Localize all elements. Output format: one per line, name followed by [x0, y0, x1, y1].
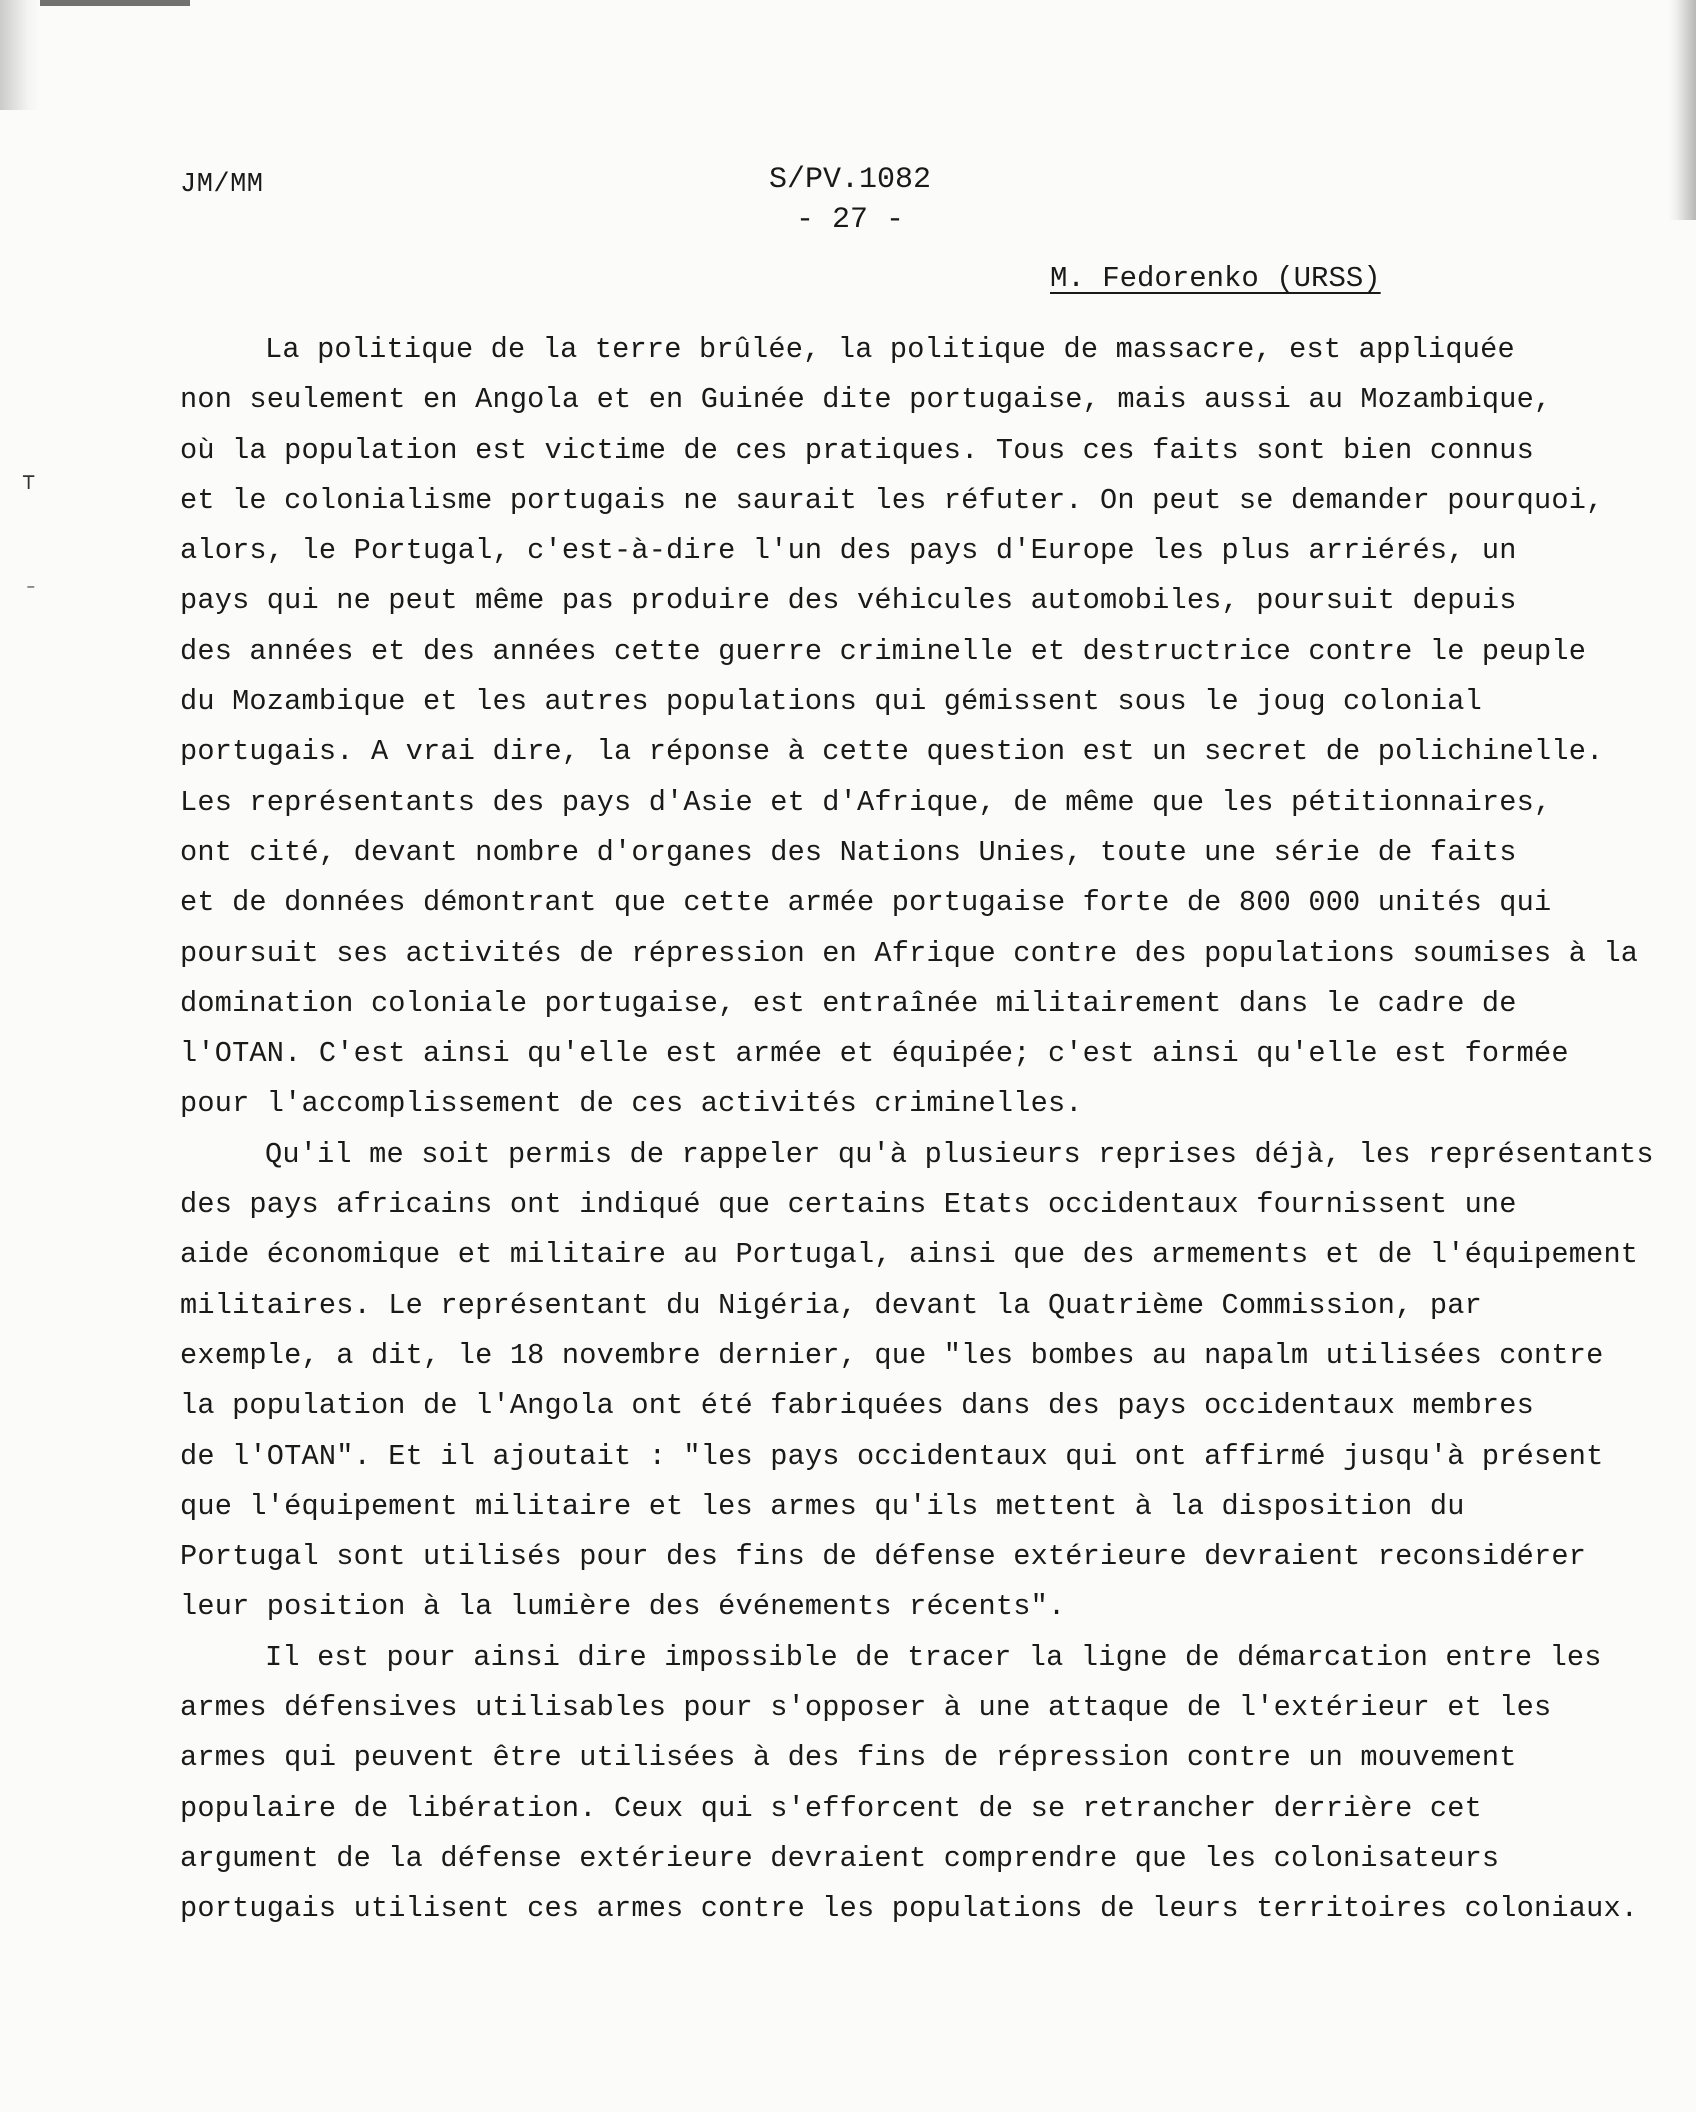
text-line: militaires. Le représentant du Nigéria, devant la Quatrième Commission, par — [180, 1288, 1482, 1322]
text-line: portugais utilisent ces armes contre les populations de leurs territoires coloniaux. — [180, 1892, 1639, 1926]
text-line: argument de la défense extérieure devraient comprendre que les colonisateurs — [180, 1841, 1500, 1875]
text-line: non seulement en Angola et en Guinée dite portugaise, mais aussi au Mozambique, — [180, 383, 1552, 417]
scan-edge-right — [1668, 0, 1696, 220]
text-line: domination coloniale portugaise, est entraînée militairement dans le cadre de — [180, 986, 1517, 1020]
text-line: Les représentants des pays d'Asie et d'Afrique, de même que les pétitionnaires, — [180, 785, 1552, 819]
scan-edge-left — [0, 0, 40, 110]
document-symbol: S/PV.1082 — [768, 163, 932, 197]
text-line: poursuit ses activités de répression en Afrique contre des populations soumises à la — [180, 936, 1639, 970]
speaker-name: M. Fedorenko (URSS) — [1050, 262, 1381, 295]
text-line: où la population est victime de ces pratiques. Tous ces faits sont bien connus — [180, 433, 1535, 467]
text-line: que l'équipement militaire et les armes qu'ils mettent à la disposition du — [180, 1489, 1465, 1523]
scan-edge-top — [40, 0, 190, 6]
text-line: portugais. A vrai dire, la réponse à cette question est un secret de polichinelle. — [180, 735, 1604, 769]
paragraph — [180, 1633, 1639, 1935]
text-line: Qu'il me soit permis de rappeler qu'à plusieurs reprises déjà, les représentants — [265, 1137, 1654, 1171]
text-line: et de données démontrant que cette armée portugaise forte de 800 000 unités qui — [180, 886, 1552, 920]
text-line: Il est pour ainsi dire impossible de tracer la ligne de démarcation entre les — [265, 1640, 1602, 1674]
text-line: La politique de la terre brûlée, la politique de massacre, est appliquée — [265, 333, 1515, 366]
text-line: aide économique et militaire au Portugal, ainsi que des armements et de l'équipement — [180, 1238, 1639, 1272]
header-center — [650, 160, 1050, 240]
text-line: des pays africains ont indiqué que certains Etats occidentaux fournissent une — [180, 1188, 1517, 1222]
text-line: pour l'accomplissement de ces activités criminelles. — [180, 1087, 1083, 1121]
paragraph — [180, 1130, 1654, 1633]
text-line: de l'OTAN". Et il ajoutait : "les pays occidentaux qui ont affirmé jusqu'à présent — [180, 1439, 1604, 1473]
text-line: et le colonialisme portugais ne saurait les réfuter. On peut se demander pourquoi, — [180, 483, 1604, 517]
text-line: alors, le Portugal, c'est-à-dire l'un des pays d'Europe les plus arriérés, un — [180, 534, 1517, 568]
paragraph — [180, 325, 1639, 1130]
text-line: ont cité, devant nombre d'organes des Nations Unies, toute une série de faits — [180, 835, 1517, 869]
margin-mark-icon: ⊤ — [22, 471, 36, 496]
text-line: la population de l'Angola ont été fabriquées dans des pays occidentaux membres — [180, 1389, 1535, 1423]
page-number: - 27 - — [795, 203, 905, 237]
header-initials: JM/MM — [180, 170, 264, 200]
text-line: du Mozambique et les autres populations qui gémissent sous le joug colonial — [180, 685, 1482, 719]
document-body — [180, 325, 1654, 1935]
text-line: Portugal sont utilisés pour des fins de défense extérieure devraient reconsidérer — [180, 1540, 1587, 1574]
text-line: armes défensives utilisables pour s'opposer à une attaque de l'extérieur et les — [180, 1691, 1552, 1725]
text-line: des années et des années cette guerre criminelle et destructrice contre le peuple — [180, 634, 1587, 668]
text-line: exemple, a dit, le 18 novembre dernier, que "les bombes au napalm utilisées contre — [180, 1338, 1604, 1372]
text-line: pays qui ne peut même pas produire des véhicules automobiles, poursuit depuis — [180, 584, 1517, 618]
text-line: populaire de libération. Ceux qui s'efforcent de se retrancher derrière cet — [180, 1791, 1482, 1825]
text-line: l'OTAN. C'est ainsi qu'elle est armée et équipée; c'est ainsi qu'elle est formée — [180, 1037, 1569, 1071]
text-line: armes qui peuvent être utilisées à des fins de répression contre un mouvement — [180, 1741, 1517, 1775]
text-line: leur position à la lumière des événements récents". — [180, 1590, 1066, 1624]
margin-dash-icon: – — [26, 578, 36, 596]
